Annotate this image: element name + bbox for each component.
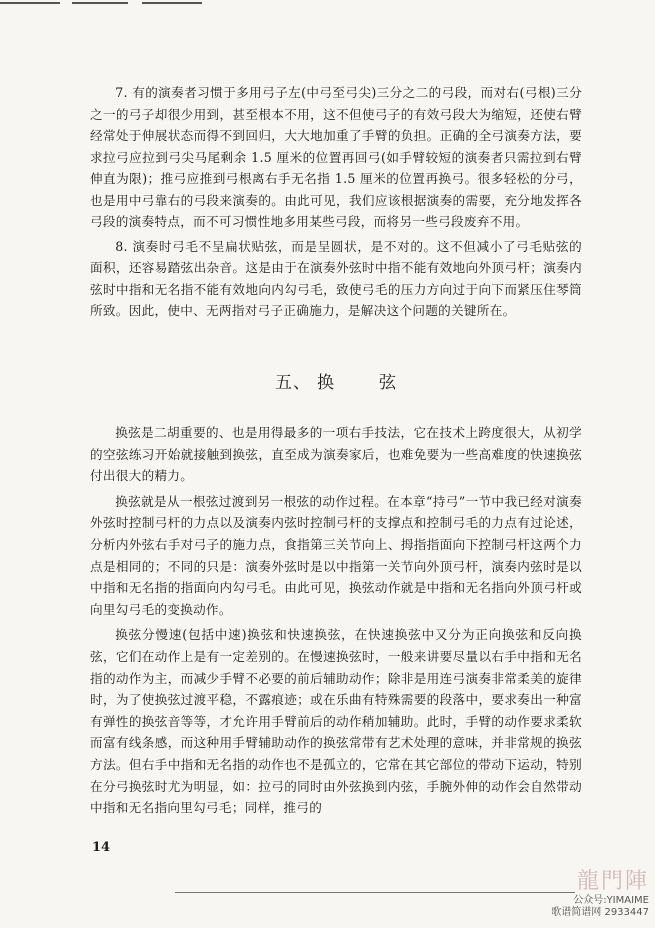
section-title-word-2: 弦	[379, 373, 397, 393]
paragraph-intro: 换弦是二胡重要的、也是用得最多的一项右手技法，它在技术上跨度很大，从初学的空弦练习开始就接触到换弦，直至成为演奏家后，也难免要为一些高难度的快速换弦付出很大的精力。	[90, 425, 582, 484]
section-number: 五、	[275, 373, 311, 393]
watermark-account: 公众号:YIMAIME	[573, 895, 649, 906]
watermark-logo: 龍門陣	[576, 869, 649, 894]
paragraph-7: 7. 有的演奏者习惯于多用弓子左(中弓至弓尖)三分之二的弓段，而对右(弓根)三分之一的弓子却很少用到，甚至根本不用，这不但使弓子的有效弓段大为缩短，还使右臂经常处于伸展状态而得不到回归，大大地加重了手臂的负担。正确的全弓演奏方法，要求拉弓应拉到弓尖马尾剩余 1.5 厘米的位置再回弓(如手臂较短的演奏者只需拉到右臂伸直为限)；推弓应推到弓根离右手无名指 1.5 厘米的位置再换弓。很多轻松的分弓，也是用中弓靠右的弓段来演奏的。由此可见，我们应该根据演奏的需要，充分地发挥各弓段的演奏特点，而不可习惯性地多用某些弓段，而将另一些弓段废弃不用。	[90, 85, 582, 229]
section-title-word-1: 换	[317, 373, 335, 393]
section-paragraphs	[90, 422, 582, 819]
top-edge-rules	[0, 0, 655, 8]
paragraph-definition: 换弦就是从一根弦过渡到另一根弦的动作过程。在本章“持弓”一节中我已经对演奏外弦时控制弓杆的力点以及演奏内弦时控制弓杆的支撑点和控制弓毛的力点有过论述，分析内外弦右手对弓子的施力点，食指第三关节向上、拇指指面向下控制弓杆这两个力点是相同的；不同的只是：演奏外弦时是以中指第一关节向外顶弓杆，演奏内弦时是以中指和无名指的指面向内勾弓毛。由此可见，换弦动作就是中指和无名指向外顶弓杆或向里勾弓毛的变换动作。	[90, 493, 582, 617]
paragraph-speed: 换弦分慢速(包括中速)换弦和快速换弦，在快速换弦中又分为正向换弦和反向换弦，它们在动作上是有一定差别的。在慢速换弦时，一般来讲要尽量以右手中指和无名指的动作为主，而减少手臂不必要的前后辅助动作；除非是用连弓演奏非常柔美的旋律时，为了使换弦过渡平稳，不露痕迹；或在乐曲有特殊需要的段落中，要求奏出一种富有弹性的换弦音等等，才允许用手臂前后的动作稍加辅助。此时，手臂的动作要求柔软而富有线条感，而这种用手臂辅助动作的换弦常带有艺术处理的意味，并非常规的换弦方法。但右手中指和无名指的动作也不是孤立的，它常在其它部位的带动下运动，特别在分弓换弦时尤为明显，如：拉弓的同时由外弦换到内弦，手腕外伸的动作会自然带动中指和无名指向里勾弓毛；同样，推弓的	[90, 627, 582, 816]
watermark-site: 歌谱简谱网 2933447	[551, 907, 649, 918]
watermark	[499, 864, 649, 924]
section-heading	[90, 368, 582, 393]
paragraph-8: 8. 演奏时弓毛不呈扁状贴弦，而是呈圆状，是不对的。这不但减小了弓毛贴弦的面积，还容易踏弦出杂音。这是由于在演奏外弦时中指不能有效地向外顶弓杆；演奏内弦时中指和无名指不能有效地向内勾弓毛，致使弓毛的压力方向过于向下而紧压住琴筒所致。因此，使中、无两指对弓子正确施力，是解决这个问题的关键所在。	[90, 238, 582, 318]
page-number: 14	[92, 840, 111, 855]
page-body	[90, 82, 582, 816]
top-paragraphs	[90, 82, 582, 322]
